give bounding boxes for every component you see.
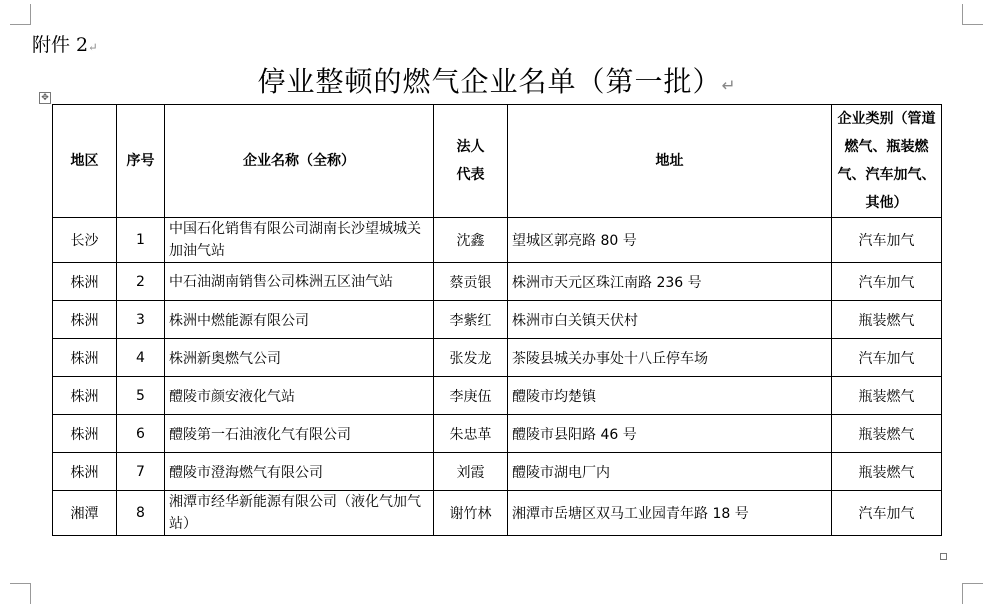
cell-seq: 3 [117, 301, 165, 339]
cell-seq: 5 [117, 377, 165, 415]
header-company: 企业名称（全称） [165, 105, 434, 218]
cell-company: 中国石化销售有限公司湖南长沙望城城关加油气站 [165, 218, 434, 263]
header-seq: 序号 [117, 105, 165, 218]
cell-company: 株洲中燃能源有限公司 [165, 301, 434, 339]
cell-category: 瓶装燃气 [832, 301, 942, 339]
cell-rep: 朱忠革 [434, 415, 508, 453]
table-row [53, 415, 942, 453]
cell-seq: 1 [117, 218, 165, 263]
cell-rep: 李庚伍 [434, 377, 508, 415]
cell-seq: 6 [117, 415, 165, 453]
cell-address: 茶陵县城关办事处十八丘停车场 [508, 339, 832, 377]
cell-company: 中石油湖南销售公司株洲五区油气站 [165, 263, 434, 301]
header-region: 地区 [53, 105, 117, 218]
cell-address: 株洲市白关镇天伏村 [508, 301, 832, 339]
cell-address: 醴陵市湖电厂内 [508, 453, 832, 491]
cell-rep: 谢竹林 [434, 491, 508, 536]
cell-address: 湘潭市岳塘区双马工业园青年路 18 号 [508, 491, 832, 536]
cell-seq: 4 [117, 339, 165, 377]
crop-mark-bottom-right [962, 583, 983, 604]
table-row [53, 377, 942, 415]
cell-category: 汽车加气 [832, 263, 942, 301]
crop-mark-top-left [10, 4, 31, 25]
cell-region: 长沙 [53, 218, 117, 263]
cell-region: 株洲 [53, 301, 117, 339]
cell-region: 株洲 [53, 377, 117, 415]
cell-region: 株洲 [53, 415, 117, 453]
header-address: 地址 [508, 105, 832, 218]
cell-address: 望城区郭亮路 80 号 [508, 218, 832, 263]
cell-category: 瓶装燃气 [832, 377, 942, 415]
cell-category: 瓶装燃气 [832, 453, 942, 491]
cell-seq: 8 [117, 491, 165, 536]
table-row [53, 453, 942, 491]
cell-company: 醴陵第一石油液化气有限公司 [165, 415, 434, 453]
table-row [53, 301, 942, 339]
cell-seq: 2 [117, 263, 165, 301]
header-category: 企业类别（管道燃气、瓶装燃气、汽车加气、其他） [832, 105, 942, 218]
cell-category: 瓶装燃气 [832, 415, 942, 453]
cell-address: 醴陵市均楚镇 [508, 377, 832, 415]
cell-rep: 李紫红 [434, 301, 508, 339]
cell-region: 株洲 [53, 339, 117, 377]
cell-seq: 7 [117, 453, 165, 491]
crop-mark-top-right [962, 4, 983, 25]
cell-region: 株洲 [53, 263, 117, 301]
cell-category: 汽车加气 [832, 491, 942, 536]
attachment-label: 附件 2↵ [32, 34, 98, 56]
cell-address: 株洲市天元区珠江南路 236 号 [508, 263, 832, 301]
header-legal-rep: 法人 代表 [434, 105, 508, 218]
cell-rep: 张发龙 [434, 339, 508, 377]
cell-address: 醴陵市县阳路 46 号 [508, 415, 832, 453]
cell-region: 株洲 [53, 453, 117, 491]
cell-rep: 蔡贡银 [434, 263, 508, 301]
cell-category: 汽车加气 [832, 339, 942, 377]
company-list-table [52, 104, 942, 536]
table-row [53, 218, 942, 263]
table-header-row [53, 105, 942, 218]
table-row [53, 263, 942, 301]
cell-company: 湘潭市经华新能源有限公司（液化气加气站） [165, 491, 434, 536]
cell-rep: 刘霞 [434, 453, 508, 491]
table-move-handle-icon[interactable]: ✥ [39, 92, 51, 104]
cell-company: 株洲新奥燃气公司 [165, 339, 434, 377]
table-row [53, 339, 942, 377]
cell-rep: 沈鑫 [434, 218, 508, 263]
cell-company: 醴陵市澄海燃气有限公司 [165, 453, 434, 491]
document-title: 停业整顿的燃气企业名单（第一批）↵ [257, 65, 737, 98]
cell-region: 湘潭 [53, 491, 117, 536]
cell-category: 汽车加气 [832, 218, 942, 263]
crop-mark-bottom-left [10, 583, 31, 604]
table-resize-handle[interactable] [940, 553, 947, 560]
table-row [53, 491, 942, 536]
cell-company: 醴陵市颜安液化气站 [165, 377, 434, 415]
